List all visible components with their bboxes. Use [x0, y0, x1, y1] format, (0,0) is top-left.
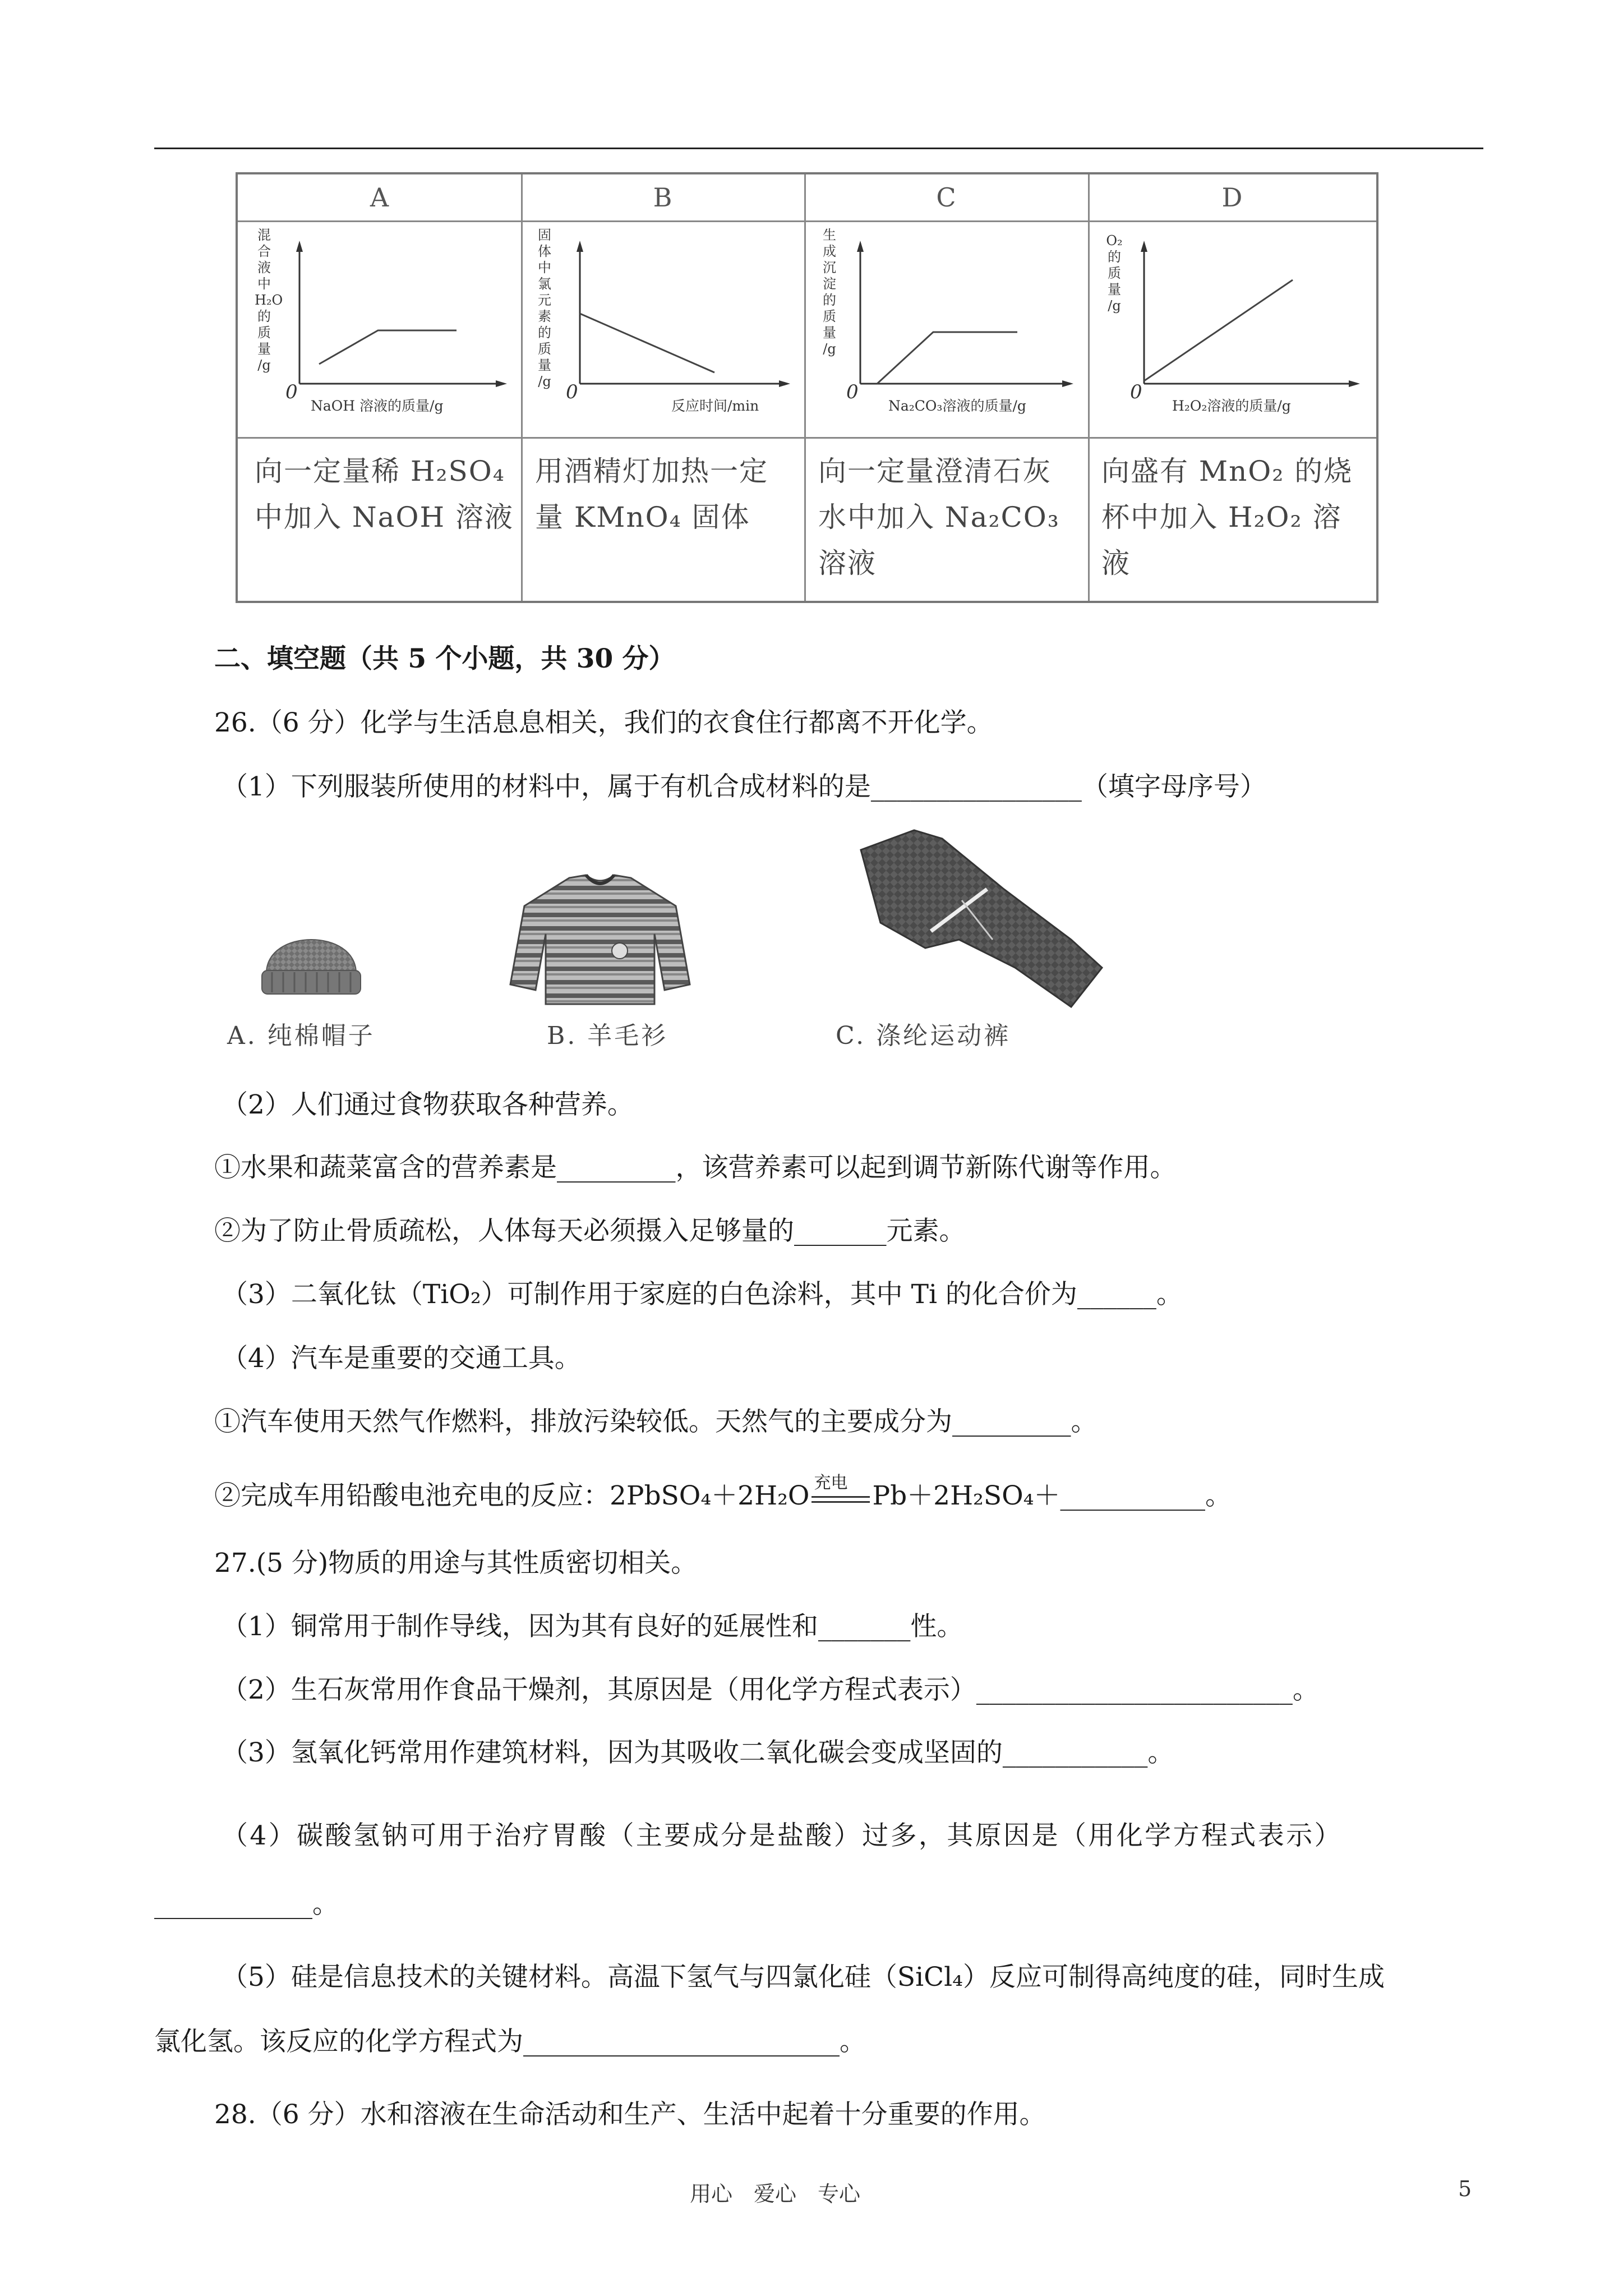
graph-a-origin: 0 [285, 381, 298, 403]
caption-b: 用酒精灯加热一定 量 KMnO₄ 固体 [535, 455, 768, 533]
equals-line-top [811, 1496, 870, 1498]
graph-c-y-label: 生 成 沉 淀 的 质 量 /g [823, 227, 836, 357]
graph-table [236, 172, 1378, 603]
image-label-c: C. 涤纶运动裤 [836, 1022, 1011, 1050]
graph-d-y-label: O₂ 的 质 量 /g [1106, 233, 1123, 314]
graph-b-curve [580, 314, 714, 372]
sweater-icon [508, 872, 693, 1010]
graph-a-curve [319, 330, 457, 364]
graph-a-y-label: 混 合 液 中 H₂O 的 质 量 /g [255, 227, 283, 373]
graph-b [521, 224, 804, 611]
q26-part4: （4）汽车是重要的交通工具。 [222, 1343, 581, 1374]
q26-part4-1: ①汽车使用天然气作燃料，排放污染较低。天然气的主要成分为_________。 [214, 1406, 1098, 1437]
graph-c-curve [877, 332, 1017, 384]
q26-part2-1: ①水果和蔬菜富含的营养素是_________，该营养素可以起到调节新陈代谢等作用。 [214, 1152, 1177, 1183]
graph-c-origin: 0 [846, 381, 859, 403]
column-header-d: D [1221, 182, 1243, 213]
graph-b-y-label: 固 体 中 氯 元 素 的 质 量 /g [538, 227, 551, 389]
graph-a-x-label: NaOH 溶液的质量/g [311, 398, 444, 414]
q27-part4: （4）碳酸氢钠可用于治疗胃酸（主要成分是盐酸）过多，其原因是（用化学方程式表示） [222, 1820, 1343, 1851]
reaction-condition [809, 1473, 872, 1515]
graph-d-curve [1144, 280, 1293, 381]
caption-a: 向一定量稀 H₂SO₄ 中加入 NaOH 溶液 [255, 455, 514, 533]
caption-c: 向一定量澄清石灰 水中加入 Na₂CO₃ 溶液 [818, 455, 1060, 579]
caption-d: 向盛有 MnO₂ 的烧 杯中加入 H₂O₂ 溶 液 [1101, 455, 1353, 579]
column-header-a: A [370, 182, 389, 213]
footer-motto: 用心 爱心 专心 [690, 2182, 861, 2206]
graph-b-x-label: 反应时间/min [671, 398, 759, 414]
q26-part4-2 [214, 1473, 1232, 1515]
graph-b-plot [521, 224, 804, 437]
q28-title: 28.（6 分）水和溶液在生命活动和生产、生活中起着十分重要的作用。 [214, 2099, 1046, 2130]
section-title: 二、填空题（共 5 个小题，共 30 分） [214, 643, 675, 674]
header-rule [154, 148, 1483, 149]
knit-hat-icon [255, 906, 367, 1001]
reaction-condition-text: 充电 [814, 1473, 848, 1493]
q26-part1: （1）下列服装所使用的材料中，属于有机合成材料的是________________（填字母序号） [222, 771, 1266, 802]
q26-title: 26.（6 分）化学与生活息息相关，我们的衣食住行都离不开化学。 [214, 707, 993, 738]
q27-part5: （5）硅是信息技术的关键材料。高温下氢气与四氯化硅（SiCl₄）反应可制得高纯度的硅，同时生成 [222, 1962, 1385, 1993]
graph-a [238, 224, 521, 611]
graph-d-x-label: H₂O₂溶液的质量/g [1172, 398, 1291, 414]
reaction-products: Pb＋2H₂SO₄＋___________。 [872, 1480, 1232, 1511]
image-label-a: A. 纯棉帽子 [227, 1022, 375, 1050]
reaction-reactants: ②完成车用铅酸电池充电的反应：2PbSO₄＋2H₂O [214, 1480, 810, 1511]
q27-part3: （3）氢氧化钙常用作建筑材料，因为其吸收二氧化碳会变成坚固的___________。 [222, 1737, 1174, 1768]
q27-part2: （2）生石灰常用作食品干燥剂，其原因是（用化学方程式表示）________________________。 [222, 1674, 1319, 1705]
image-label-b: B. 羊毛衫 [547, 1022, 668, 1050]
q26-part2: （2）人们通过食物获取各种营养。 [222, 1089, 634, 1120]
row-divider [238, 220, 1376, 222]
q27-part4-cont: ____________。 [154, 1889, 339, 1920]
sport-pants-icon [847, 827, 1110, 1013]
graph-b-origin: 0 [566, 381, 578, 403]
page-number: 5 [1458, 2177, 1472, 2201]
q26-part2-2: ②为了防止骨质疏松，人体每天必须摄入足够量的_______元素。 [214, 1216, 966, 1246]
graph-d-origin: 0 [1130, 381, 1142, 403]
column-header-b: B [653, 182, 672, 213]
q27-title: 27.(5 分)物质的用途与其性质密切相关。 [214, 1548, 698, 1579]
q26-part3: （3）二氧化钛（TiO₂）可制作用于家庭的白色涂料，其中 Ti 的化合价为______。 [222, 1279, 1183, 1310]
column-header-c: C [936, 182, 956, 213]
equals-line-bottom [811, 1501, 870, 1503]
graph-c-x-label: Na₂CO₃溶液的质量/g [888, 398, 1026, 414]
q27-part1: （1）铜常用于制作导线，因为其有良好的延展性和_______性。 [222, 1611, 963, 1642]
q27-part5-cont: 氯化氢。该反应的化学方程式为________________________。 [154, 2026, 866, 2057]
